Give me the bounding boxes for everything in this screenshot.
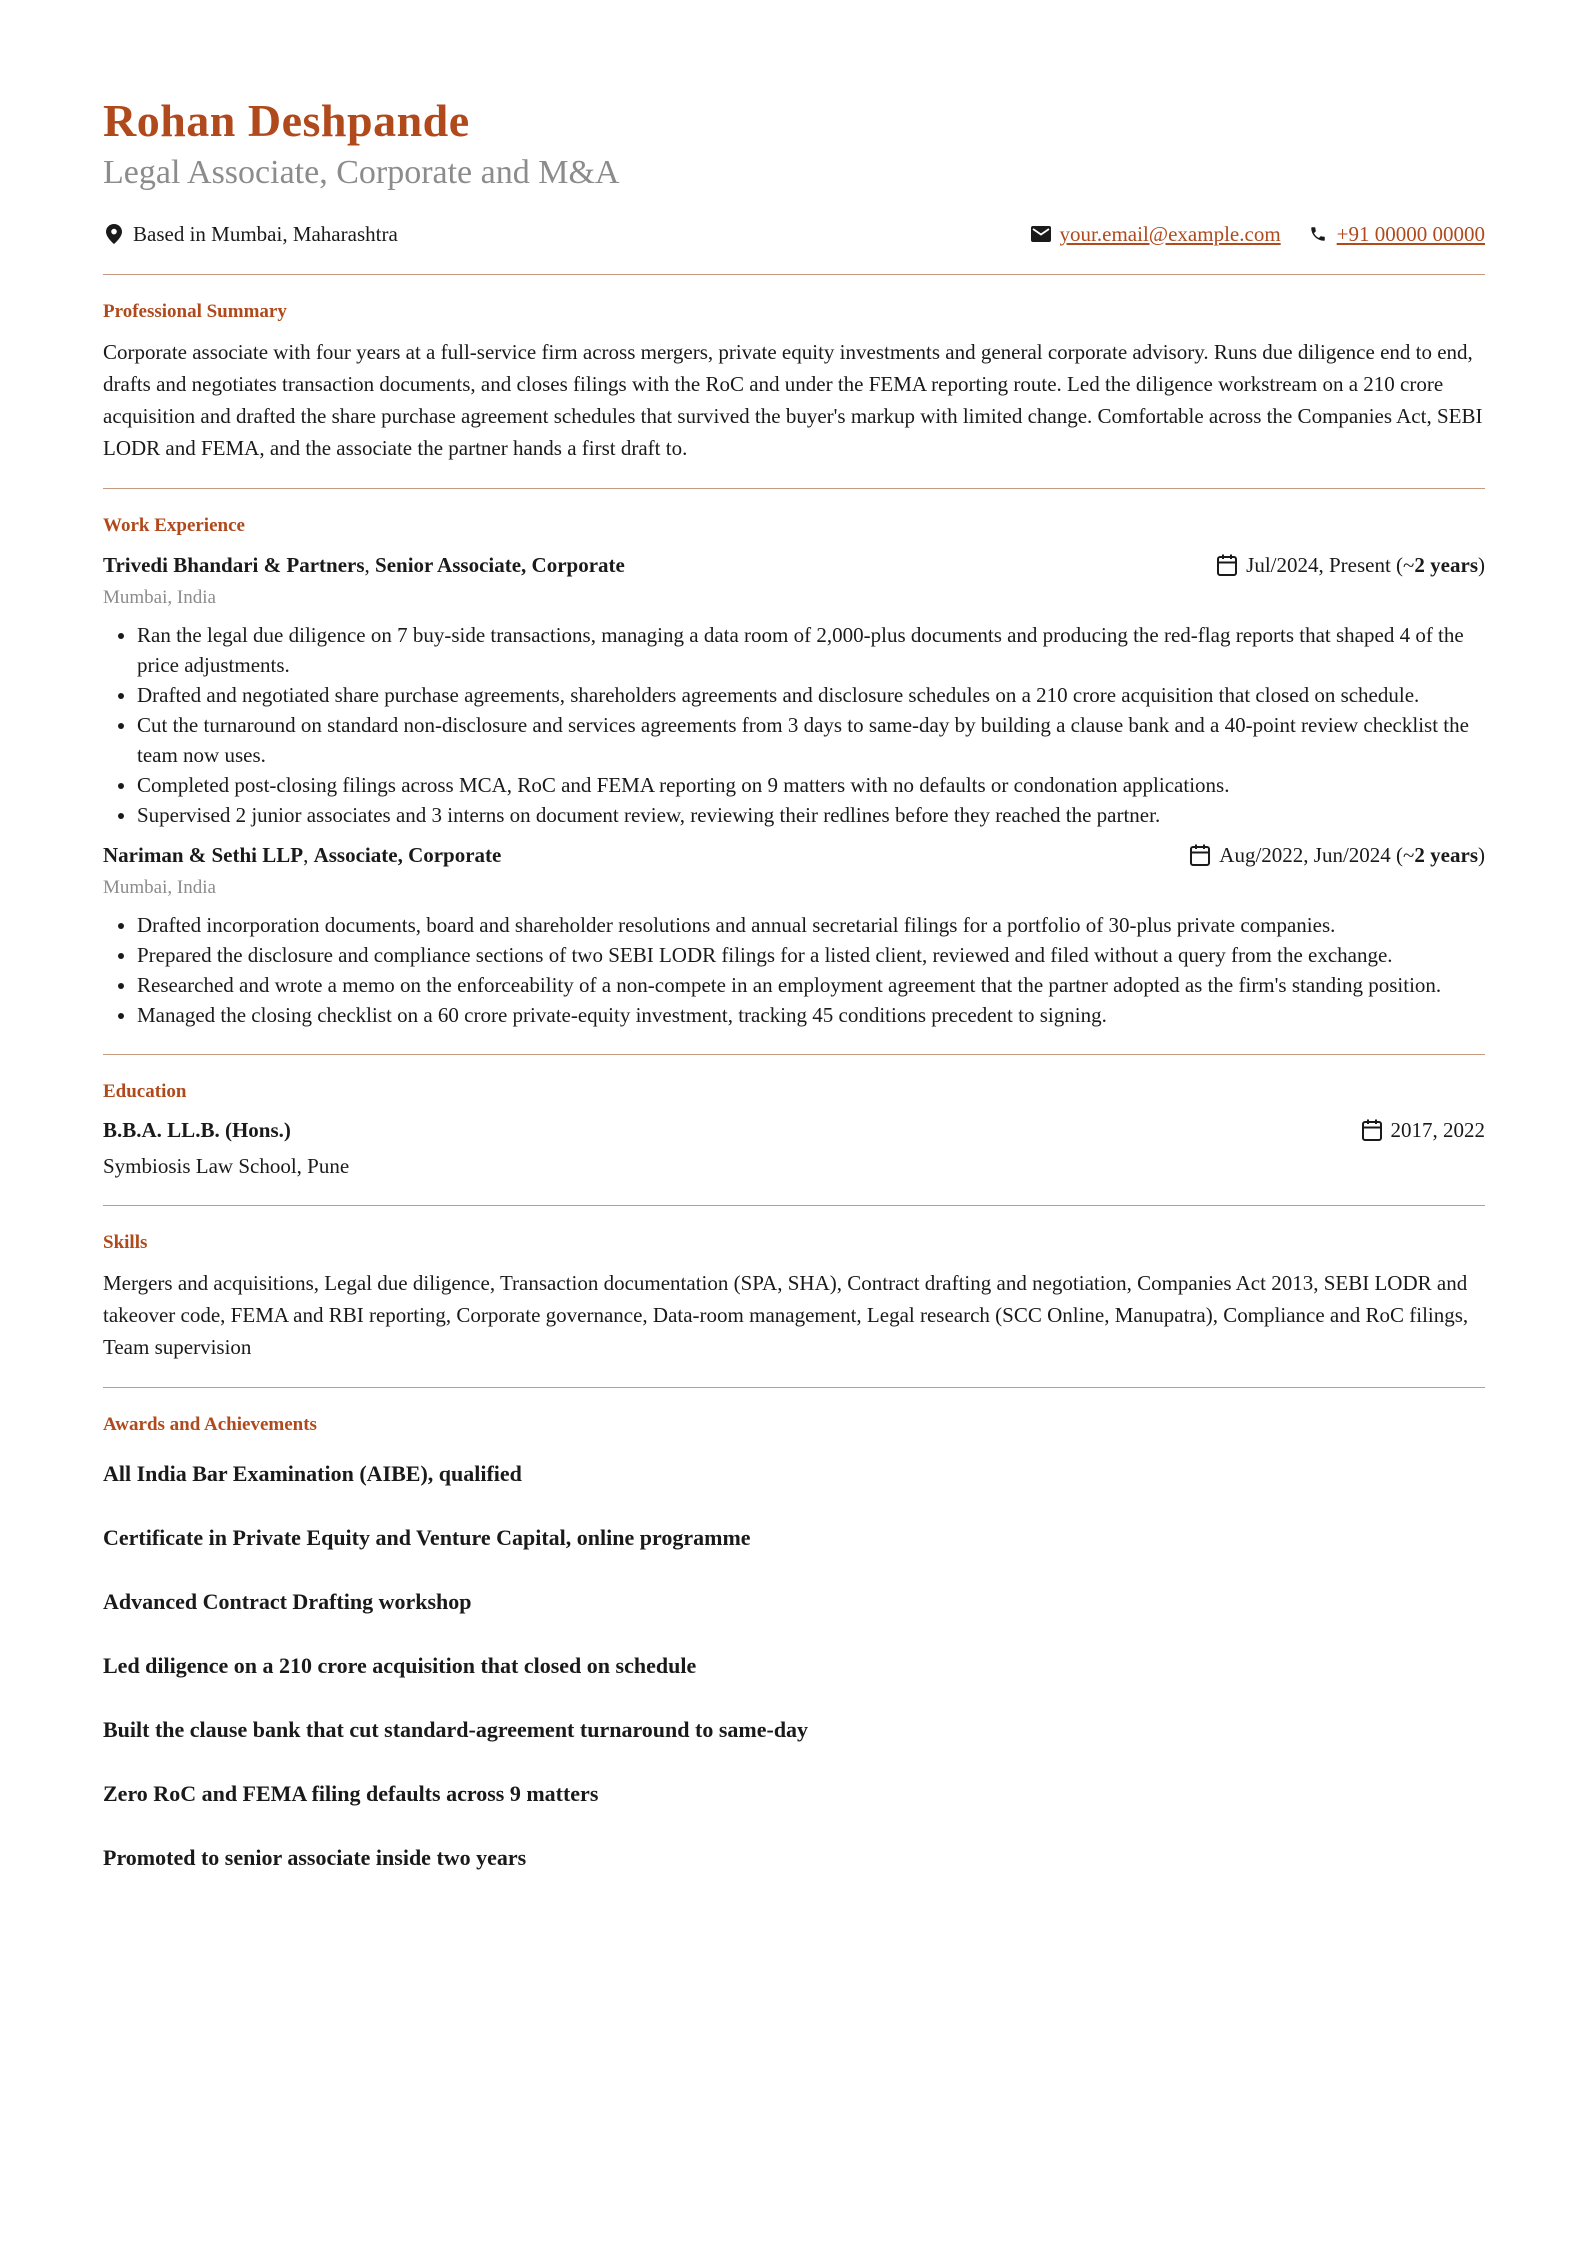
job-dates (1189, 840, 1485, 870)
job-date-close: ) (1478, 552, 1485, 577)
job-bullet: • Drafted and negotiated share purchase agreements, shareholders agreements and disclosure schedules on a 210 crore acquisition that closed on schedule. (137, 680, 1485, 710)
location-item (103, 222, 398, 247)
job-bullet: • Cut the turnaround on standard non-disclosure and services agreements from 3 days to same-day by building a clause bank and a 40-point review checklist the team now uses. (137, 710, 1485, 770)
job-title-line (103, 550, 625, 580)
calendar-icon (1216, 554, 1238, 576)
job-bullet: • Supervised 2 junior associates and 3 interns on document review, reviewing their redlines before they reached the partner. (137, 800, 1485, 830)
job-bullets (103, 620, 1485, 830)
job-location: Mumbai, India (103, 586, 216, 608)
job-bullets (103, 910, 1485, 1030)
contact-right (1030, 222, 1485, 247)
calendar-icon (1189, 844, 1211, 866)
summary-section (103, 275, 1485, 488)
phone-item[interactable] (1307, 222, 1485, 247)
job-bullet: • Completed post-closing filings across MCA, RoC and FEMA reporting on 9 matters with no defaults or condonation applications. (137, 770, 1485, 800)
award-item: Promoted to senior associate inside two years (103, 1844, 527, 1870)
award-item: Advanced Contract Drafting workshop (103, 1588, 472, 1614)
job-header (103, 840, 1485, 870)
awards-list (103, 1459, 1485, 1873)
job-location: Mumbai, India (103, 876, 216, 898)
award-item: Built the clause bank that cut standard-agreement turnaround to same-day (103, 1716, 809, 1742)
location-pin-icon (103, 223, 125, 245)
education-degree: B.B.A. LL.B. (Hons.) (103, 1118, 291, 1143)
email-item[interactable] (1030, 222, 1281, 247)
job-duration: 2 years (1414, 552, 1478, 577)
job-company: Trivedi Bhandari & Partners (103, 552, 365, 577)
envelope-icon (1030, 223, 1052, 245)
candidate-headline: Legal Associate, Corporate and M&A (103, 154, 620, 191)
education-date-range: 2017, 2022 (1390, 1118, 1485, 1143)
award-item: All India Bar Examination (AIBE), qualified (103, 1460, 522, 1486)
contact-row (103, 220, 1485, 248)
summary-text: Corporate associate with four years at a full-service firm across mergers, private equity investments and general corporate advisory. Runs due diligence end to end, drafts and negotiates transaction documents, and closes filings with the RoC and under the FEMA reporting route. Led the diligence workstream on a 210 crore acquisition and drafted the share purchase agreement schedules that survived the buyer's markup with limited change. Comfortable across the Companies Act, SEBI LODR and FEMA, and the associate the partner hands a first draft to. (103, 339, 1483, 460)
job-role: Associate, Corporate (313, 842, 502, 867)
phone-icon (1307, 223, 1329, 245)
job-bullet: • Drafted incorporation documents, board and shareholder resolutions and annual secretarial filings for a portfolio of 30-plus private companies. (137, 910, 1485, 940)
job-entry (103, 550, 1485, 830)
award-item: Led diligence on a 210 crore acquisition that closed on schedule (103, 1652, 697, 1678)
job-sep: , (303, 842, 314, 867)
job-date-range: Aug/2022, Jun/2024 (~ (1219, 842, 1415, 867)
job-title-line (103, 840, 501, 870)
job-bullet: • Ran the legal due diligence on 7 buy-side transactions, managing a data room of 2,000-plus documents and producing the red-flag reports that shaped 4 of the price adjustments. (137, 620, 1485, 680)
job-date-close: ) (1478, 842, 1485, 867)
summary-title: Professional Summary (103, 301, 287, 322)
contact-left (103, 222, 398, 247)
education-header (103, 1115, 1485, 1145)
award-item: Zero RoC and FEMA filing defaults across 9 matters (103, 1780, 599, 1806)
location-text: Based in Mumbai, Maharashtra (133, 221, 398, 246)
job-role: Senior Associate, Corporate (375, 552, 625, 577)
job-sep: , (364, 552, 376, 577)
job-bullet: • Managed the closing checklist on a 60 crore private-equity investment, tracking 45 conditions precedent to signing. (137, 1000, 1485, 1030)
experience-section (103, 489, 1485, 1054)
job-entry (103, 840, 1485, 1030)
skills-title: Skills (103, 1232, 148, 1254)
experience-title: Work Experience (103, 514, 245, 536)
calendar-icon (1361, 1119, 1383, 1141)
job-header (103, 550, 1485, 580)
education-section (103, 1055, 1485, 1206)
job-date-range: Jul/2024, Present (~ (1246, 552, 1415, 577)
awards-title: Awards and Achievements (103, 1414, 317, 1436)
education-institution: Symbiosis Law School, Pune (103, 1154, 350, 1179)
job-company: Nariman & Sethi LLP (103, 842, 304, 867)
skills-section (103, 1206, 1485, 1387)
education-title: Education (103, 1080, 187, 1102)
phone-link[interactable]: +91 00000 00000 (1336, 221, 1485, 246)
skills-text: Mergers and acquisitions, Legal due diligence, Transaction documentation (SPA, SHA), Contract drafting and negotiation, Companies Act 2013, SEBI LODR and takeover code, FEMA and RBI reporting, Corporate governance, Data-room management, Legal research (SCC Online, Manupatra), Compliance and RoC filings, Team supervision (103, 1271, 1469, 1360)
award-item: Certificate in Private Equity and Venture Capital, online programme (103, 1524, 751, 1550)
job-bullet: • Prepared the disclosure and compliance sections of two SEBI LODR filings for a listed client, reviewed and filed without a query from the exchange. (137, 940, 1485, 970)
education-dates (1361, 1115, 1486, 1145)
job-bullet: • Researched and wrote a memo on the enforceability of a non-compete in an employment agreement that the partner adopted as the firm's standing position. (137, 970, 1485, 1000)
candidate-name: Rohan Deshpande (103, 95, 470, 146)
email-link[interactable]: your.email@example.com (1059, 221, 1281, 246)
job-duration: 2 years (1414, 842, 1478, 867)
awards-section (103, 1388, 1485, 1897)
job-dates (1216, 550, 1485, 580)
